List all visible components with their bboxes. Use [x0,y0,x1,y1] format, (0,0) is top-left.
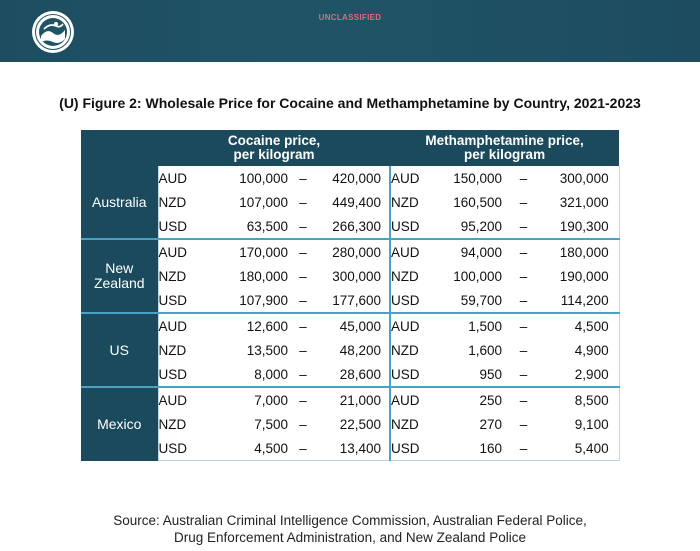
meth-currency: AUD [390,387,436,412]
cocaine-header-line-2: per kilogram [233,147,315,162]
table-row [81,264,619,288]
range-dash: – [502,313,545,338]
cocaine-price-low: 13,500 [246,342,288,358]
table-row [81,166,619,190]
meth-price-high: 9,100 [545,412,619,436]
meth-price-low: 150,000 [453,170,503,186]
cocaine-currency: NZD [158,190,211,214]
range-dash: – [519,292,528,308]
country-name-line: Mexico [97,415,142,432]
cocaine-price-high: 280,000 [318,239,390,264]
country-name-line: US [109,341,129,358]
country-name-line: Zealand [93,275,145,291]
table-row [81,288,619,313]
range-dash: – [288,313,318,338]
table-row [81,387,619,412]
cocaine-currency: NZD [158,338,211,362]
meth-price-high: 5,400 [545,436,619,461]
table-row [81,313,619,338]
cocaine-currency: AUD [158,387,211,412]
cocaine-currency: NZD [158,264,211,288]
cocaine-price-low: 12,600 [211,313,288,338]
cocaine-price-high: 22,500 [339,416,382,432]
header-row [81,130,619,166]
meth-currency: NZD [390,190,436,214]
range-dash: – [519,218,528,234]
cocaine-currency: AUD [158,313,211,338]
meth-price-high: 2,900 [545,362,619,387]
range-dash: – [299,366,307,382]
range-dash: – [299,416,307,432]
cocaine-price-high: 266,300 [332,218,382,234]
country-label [81,387,158,461]
range-dash: – [299,342,307,358]
cocaine-price-header [158,130,390,166]
cocaine-price-high: 449,400 [332,194,382,210]
range-dash: – [299,170,307,186]
table-row [81,412,619,436]
range-dash: – [299,218,307,234]
country-label [81,313,158,387]
table-row [81,239,619,264]
cocaine-currency: USD [158,214,211,239]
meth-price-low: 160 [436,436,502,461]
cocaine-currency: AUD [158,166,211,190]
meth-price-high: 190,000 [545,264,619,288]
cocaine-currency: AUD [158,239,211,264]
cocaine-price-low: 4,500 [211,436,288,461]
range-dash: – [502,436,545,461]
cocaine-price-high: 45,000 [318,313,390,338]
cocaine-price-low: 107,900 [239,292,288,308]
meth-currency: USD [390,436,436,461]
meth-header-line-2: per kilogram [464,147,546,162]
cocaine-price-low: 180,000 [239,268,288,284]
meth-price-low: 94,000 [436,239,502,264]
meth-price-high: 190,300 [545,214,619,239]
cocaine-price-low: 107,000 [239,194,288,210]
cocaine-header-line-1: Cocaine price, [227,133,321,148]
meth-price-low: 950 [479,366,503,382]
table-row [81,338,619,362]
cocaine-currency: NZD [158,412,211,436]
top-banner [0,0,700,62]
cocaine-price-low: 7,000 [211,387,288,412]
cocaine-price-high: 48,200 [339,342,382,358]
cocaine-currency: USD [158,362,211,387]
meth-header-line-1: Methamphetamine price, [425,133,584,148]
cocaine-price-low: 63,500 [246,218,288,234]
figure-title: (U) Figure 2: Wholesale Price for Cocaine and Methamphetamine by Country, 2021-2023 [59,95,641,111]
table-row [81,214,619,239]
meth-price-low: 95,200 [460,218,503,234]
country-name-line: New [105,260,134,276]
meth-price-high: 4,500 [545,313,619,338]
meth-currency: USD [390,214,436,239]
source-line-1: Source: Australian Criminal Intelligence Commission, Australian Federal Police, [113,513,587,528]
meth-currency: AUD [390,166,436,190]
meth-price-high: 4,900 [545,338,619,362]
meth-currency: USD [390,362,436,387]
cocaine-price-high: 420,000 [332,170,382,186]
range-dash: – [502,239,545,264]
cocaine-price-low: 170,000 [211,239,288,264]
source-line-2: Drug Enforcement Administration, and New Zealand Police [174,530,526,545]
cocaine-price-high: 300,000 [332,268,382,284]
meth-price-low: 59,700 [460,292,503,308]
cocaine-price-high: 21,000 [318,387,390,412]
meth-price-low: 1,600 [468,342,503,358]
meth-price-low: 270 [479,416,503,432]
cocaine-price-high: 28,600 [339,366,382,382]
cocaine-price-low: 7,500 [254,416,288,432]
range-dash: – [299,292,307,308]
country-label [81,166,158,239]
table-row [81,436,619,461]
header-corner [81,130,158,166]
meth-price-low: 160,500 [453,194,503,210]
range-dash: – [519,268,528,284]
meth-currency: NZD [390,412,436,436]
range-dash: – [519,170,528,186]
meth-price-high: 8,500 [545,387,619,412]
cocaine-currency: USD [158,288,211,313]
range-dash: – [288,239,318,264]
cocaine-price-low: 8,000 [254,366,288,382]
meth-currency: NZD [390,264,436,288]
range-dash: – [519,342,528,358]
meth-price-low: 100,000 [453,268,503,284]
meth-price-low: 250 [436,387,502,412]
cocaine-currency: USD [158,436,211,461]
source-note [0,512,700,546]
meth-price-low: 1,500 [436,313,502,338]
meth-price-high: 180,000 [545,239,619,264]
meth-currency: NZD [390,338,436,362]
country-name-line: Australia [92,193,147,210]
range-dash: – [299,268,307,284]
cocaine-price-high: 177,600 [332,292,382,308]
meth-price-high: 321,000 [545,190,619,214]
range-dash: – [519,194,528,210]
meth-currency: AUD [390,313,436,338]
country-label [81,239,158,313]
meth-price-header [390,130,619,166]
range-dash: – [519,366,528,382]
table-row [81,362,619,387]
range-dash: – [502,387,545,412]
meth-currency: AUD [390,239,436,264]
meth-price-high: 114,200 [545,288,619,313]
cocaine-price-high: 13,400 [318,436,390,461]
meth-price-high: 300,000 [545,166,619,190]
cocaine-price-low: 100,000 [239,170,288,186]
price-table [81,130,620,461]
table-row [81,190,619,214]
range-dash: – [519,416,528,432]
classification-label: UNCLASSIFIED [318,13,382,22]
meth-currency: USD [390,288,436,313]
range-dash: – [288,387,318,412]
price-table-body [81,166,619,461]
range-dash: – [288,436,318,461]
range-dash: – [299,194,307,210]
